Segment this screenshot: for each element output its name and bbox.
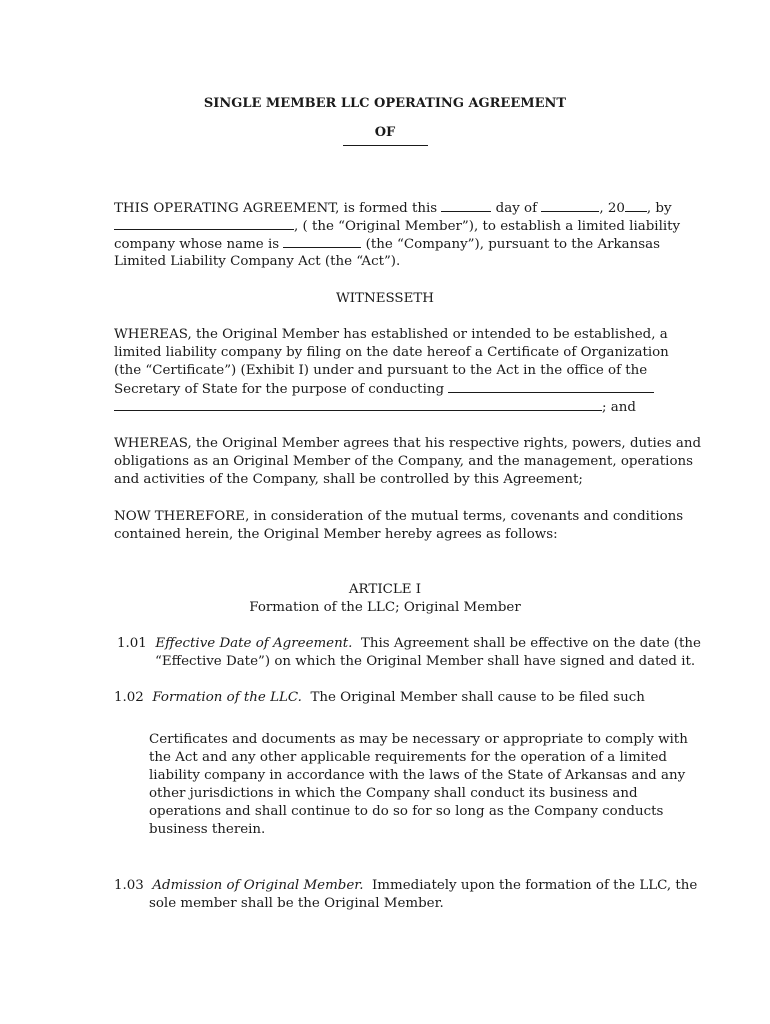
section-1-02-para-line-3: liability company in accordance with the laws of the State of Arkansas and any [149,768,686,783]
section-title: Admission of Original Member. [152,878,364,893]
section-1-02-para-line-4: other jurisdictions in which the Company shall conduct its business and [149,786,638,801]
company-name-blank[interactable] [343,145,428,146]
section-1-02-para-line-2: the Act and any other applicable requirements for the operation of a limited [149,750,667,765]
article-subheading: Formation of the LLC; Original Member [249,600,521,615]
document-of: OF [374,125,396,140]
now-therefore-line-2: contained herein, the Original Member hereby agrees as follows: [114,527,558,542]
whereas2-line-1: WHEREAS, the Original Member agrees that his respective rights, powers, duties and [114,436,702,451]
whereas1-line-4: Secretary of State for the purpose of conducting [114,380,674,399]
witnesseth-heading: WITNESSETH [336,291,434,306]
section-1-01-line-2: “Effective Date”) on which the Original Member shall have signed and dated it. [155,654,696,669]
section-title: Formation of the LLC. [152,690,302,705]
document-title: SINGLE MEMBER LLC OPERATING AGREEMENT [203,96,567,111]
section-1-02-para-line-6: business therein. [149,822,266,837]
now-therefore-line-1: NOW THEREFORE, in consideration of the mutual terms, covenants and conditions [114,509,684,524]
purpose-blank-1[interactable] [448,380,654,393]
intro-line-1: THIS OPERATING AGREEMENT, is formed this day of , 20 , by [114,201,672,216]
company-blank[interactable] [283,235,361,248]
section-1-02-line-1: 1.02 Formation of the LLC. The Original Member shall cause to be filed such [114,689,674,707]
section-number: 1.03 [114,878,144,893]
article-heading: ARTICLE I [348,582,422,597]
section-1-01-line-1: 1.01 Effective Date of Agreement. This Agreement shall be effective on the date (the [117,635,677,653]
day-blank[interactable] [441,199,491,212]
purpose-blank-2[interactable] [114,398,602,411]
intro-line-2: , ( the “Original Member”), to establish a limited liability [114,217,674,236]
section-1-03-line-1: 1.03 Admission of Original Member. Immediately upon the formation of the LLC, the [114,877,674,895]
whereas1-line-1: WHEREAS, the Original Member has established or intended to be established, a [114,327,668,342]
section-1-02-para-line-5: operations and shall continue to do so for so long as the Company conducts [149,804,664,819]
intro-line-3: company whose name is (the “Company”), pursuant to the Arkansas [114,237,660,252]
whereas1-line-2: limited liability company by filing on the date hereof a Certificate of Organization [114,345,669,360]
whereas2-line-2: obligations as an Original Member of the Company, and the management, operations [114,454,694,469]
section-title: Effective Date of Agreement. [155,636,353,651]
whereas2-line-3: and activities of the Company, shall be controlled by this Agreement; [114,472,583,487]
year-blank[interactable] [625,199,647,212]
whereas1-line-5: ; and [114,398,674,417]
section-1-03-line-2: sole member shall be the Original Member. [149,896,444,911]
section-number: 1.02 [114,690,144,705]
section-1-02-para-line-1: Certificates and documents as may be necessary or appropriate to comply with [149,732,688,747]
whereas1-line-3: (the “Certificate”) (Exhibit I) under and pursuant to the Act in the office of the [114,363,648,378]
month-blank[interactable] [541,199,599,212]
member-name-blank[interactable] [114,217,294,230]
intro-line-4: Limited Liability Company Act (the “Act”). [114,254,401,269]
section-number: 1.01 [117,636,147,651]
